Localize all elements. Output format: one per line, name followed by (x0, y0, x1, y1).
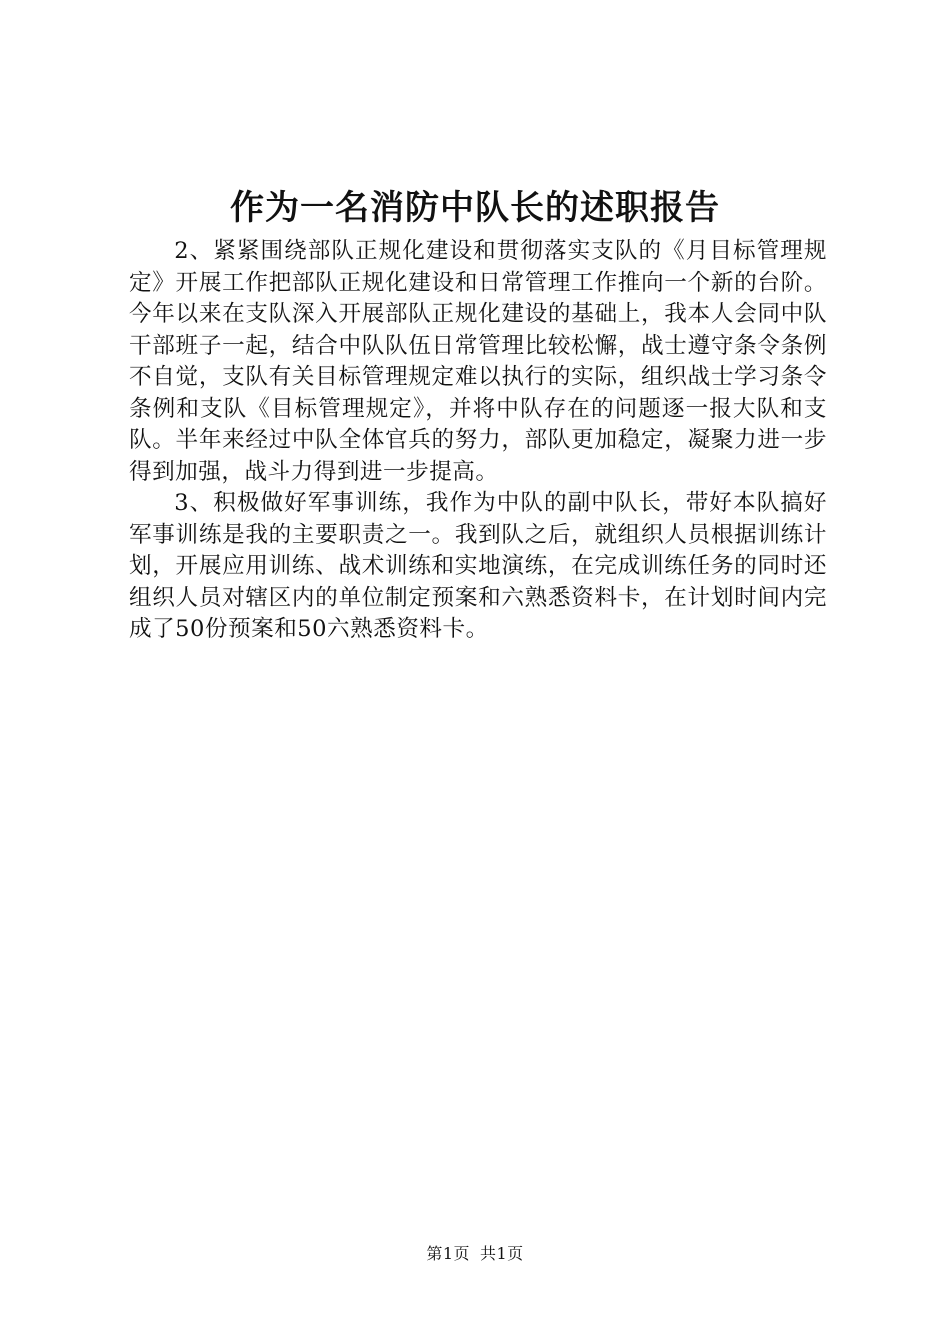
document-title: 作为一名消防中队长的述职报告 (230, 188, 720, 228)
paragraph-3: 3、积极做好军事训练，我作为中队的副中队长，带好本队搞好军事训练是我的主要职责之一。我到队之后，就组织人员根据训练计划，开展应用训练、战术训练和实地演练，在完成训练任务的同时还组织人员对辖区内的单位制定预案和六熟悉资料卡，在计划时间内完成了50份预案和50六熟悉资料卡。 (129, 490, 827, 642)
document-body (129, 236, 827, 646)
page-footer (0, 1242, 950, 1266)
page-number-total: 共1页 (480, 1244, 524, 1263)
paragraph-2: 2、紧紧围绕部队正规化建设和贯彻落实支队的《月目标管理规定》开展工作把部队正规化建设和日常管理工作推向一个新的台阶。今年以来在支队深入开展部队正规化建设的基础上，我本人会同中队干部班子一起，结合中队队伍日常管理比较松懈，战士遵守条令条例不自觉，支队有关目标管理规定难以执行的实际，组织战士学习条令条例和支队《目标管理规定》，并将中队存在的问题逐一报大队和支队。半年来经过中队全体官兵的努力，部队更加稳定，凝聚力进一步得到加强，战斗力得到进一步提高。 (129, 238, 827, 485)
page-number-current: 第1页 (426, 1244, 470, 1263)
